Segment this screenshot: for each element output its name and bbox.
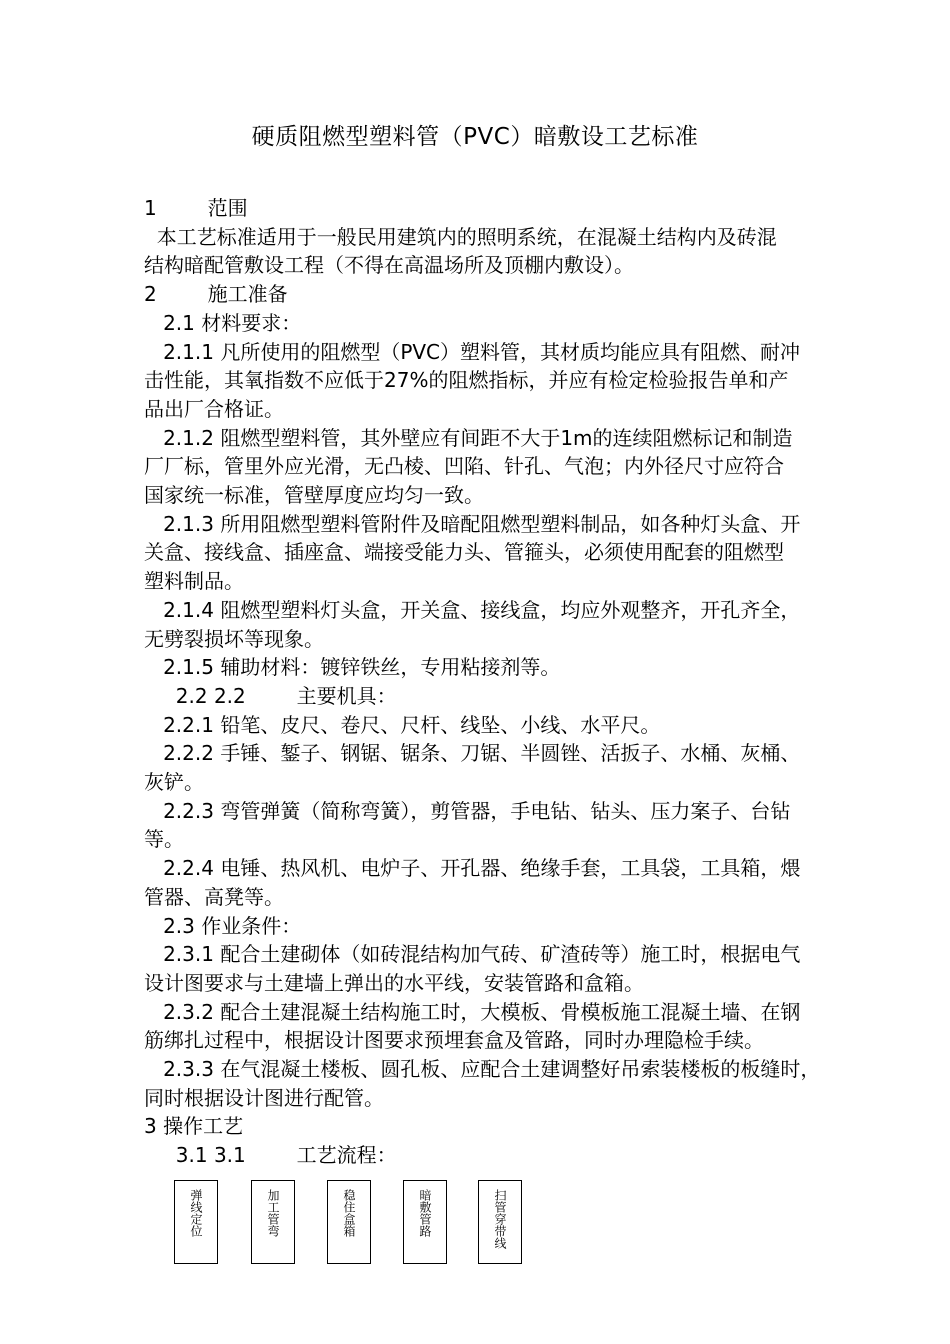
text-line: 厂厂标，管里外应光滑，无凸棱、凹陷、针孔、气泡；内外径尺寸应符合	[144, 454, 784, 479]
text-line: 等。	[144, 827, 184, 852]
text-line: 2.1.1 凡所使用的阻燃型（PVC）塑料管，其材质均能应具有阻燃、耐冲	[144, 339, 801, 364]
text-line: 设计图要求与土建墙上弹出的水平线，安装管路和盒箱。	[144, 970, 644, 995]
text-line: 筋绑扎过程中，根据设计图要求预埋套盒及管路，同时办理隐检手续。	[144, 1028, 764, 1053]
text-line: 2.1.5 辅助材料：镀锌铁丝，专用粘接剂等。	[144, 655, 561, 680]
text-line: 灰铲。	[144, 770, 204, 794]
text-line: 塑料制品。	[144, 569, 244, 594]
flow-step-label: 暗敷管路	[418, 1189, 432, 1237]
text-line: 3 操作工艺	[144, 1114, 244, 1139]
flow-step-box	[478, 1180, 522, 1264]
text-line: 2.3 作业条件：	[144, 913, 302, 938]
flow-step-label: 扫管穿带线	[493, 1189, 507, 1249]
text-line: 1 范围	[144, 196, 248, 220]
flow-step-box	[174, 1180, 218, 1264]
flow-step-box	[251, 1180, 295, 1264]
text-line: 2.1.2 阻燃型塑料管，其外壁应有间距不大于1m的连续阻燃标记和制造	[144, 425, 793, 450]
text-line: 2.1.3 所用阻燃型塑料管附件及暗配阻燃型塑料制品，如各种灯头盒、开	[144, 511, 801, 536]
text-line: 2.3.3 在气混凝土楼板、圆孔板、应配合土建调整好吊索装楼板的板缝时，	[144, 1057, 821, 1081]
document-title: 硬质阻燃型塑料管（PVC）暗敷设工艺标准	[251, 124, 699, 150]
text-line: 管器、高凳等。	[144, 884, 284, 909]
flow-step-box	[327, 1180, 371, 1264]
text-line: 2.2.2 手锤、錾子、钢锯、锯条、刀锯、半圆锉、活扳子、水桶、灰桶、	[144, 741, 801, 766]
text-line: 2.2.1 铅笔、皮尺、卷尺、尺杆、线坠、小线、水平尺。	[144, 712, 661, 737]
text-line: 击性能，其氧指数不应低于27%的阻燃指标，并应有检定检验报告单和产	[144, 368, 789, 393]
text-line: 无劈裂损坏等现象。	[144, 626, 324, 651]
flow-step-label: 稳住盒箱	[342, 1189, 356, 1237]
text-line: 同时根据设计图进行配管。	[144, 1085, 384, 1110]
flow-step-label: 弹线定位	[189, 1189, 203, 1237]
text-line: 2.2.4 电锤、热风机、电炉子、开孔器、绝缘手套，工具袋，工具箱，煨	[144, 856, 801, 881]
text-line: 关盒、接线盒、插座盒、端接受能力头、管箍头，必须使用配套的阻燃型	[144, 540, 784, 565]
flow-step-box	[403, 1180, 447, 1264]
text-line: 国家统一标准，管壁厚度应均匀一致。	[144, 483, 484, 507]
text-line: 品出厂合格证。	[144, 396, 284, 421]
text-line: 2.2.3 弯管弹簧（简称弯簧），剪管器，手电钻、钻头、压力案子、台钻	[144, 798, 791, 823]
text-line: 2.3.1 配合土建砌体（如砖混结构加气砖、矿渣砖等）施工时，根据电气	[144, 942, 801, 967]
text-line: 本工艺标准适用于一般民用建筑内的照明系统，在混凝土结构内及砖混	[144, 224, 777, 249]
text-line: 2.2 2.2 主要机具：	[144, 683, 397, 708]
text-line: 2 施工准备	[144, 282, 288, 307]
flow-step-label: 加工管弯	[266, 1189, 280, 1237]
text-line: 3.1 3.1 工艺流程：	[144, 1143, 397, 1168]
text-line: 2.1.4 阻燃型塑料灯头盒，开关盒、接线盒，均应外观整齐，开孔齐全，	[144, 597, 801, 622]
text-line: 结构暗配管敷设工程（不得在高温场所及顶棚内敷设）。	[144, 253, 634, 278]
text-line: 2.3.2 配合土建混凝土结构施工时，大模板、骨模板施工混凝土墙、在钢	[144, 999, 801, 1024]
text-line: 2.1 材料要求：	[144, 310, 302, 335]
